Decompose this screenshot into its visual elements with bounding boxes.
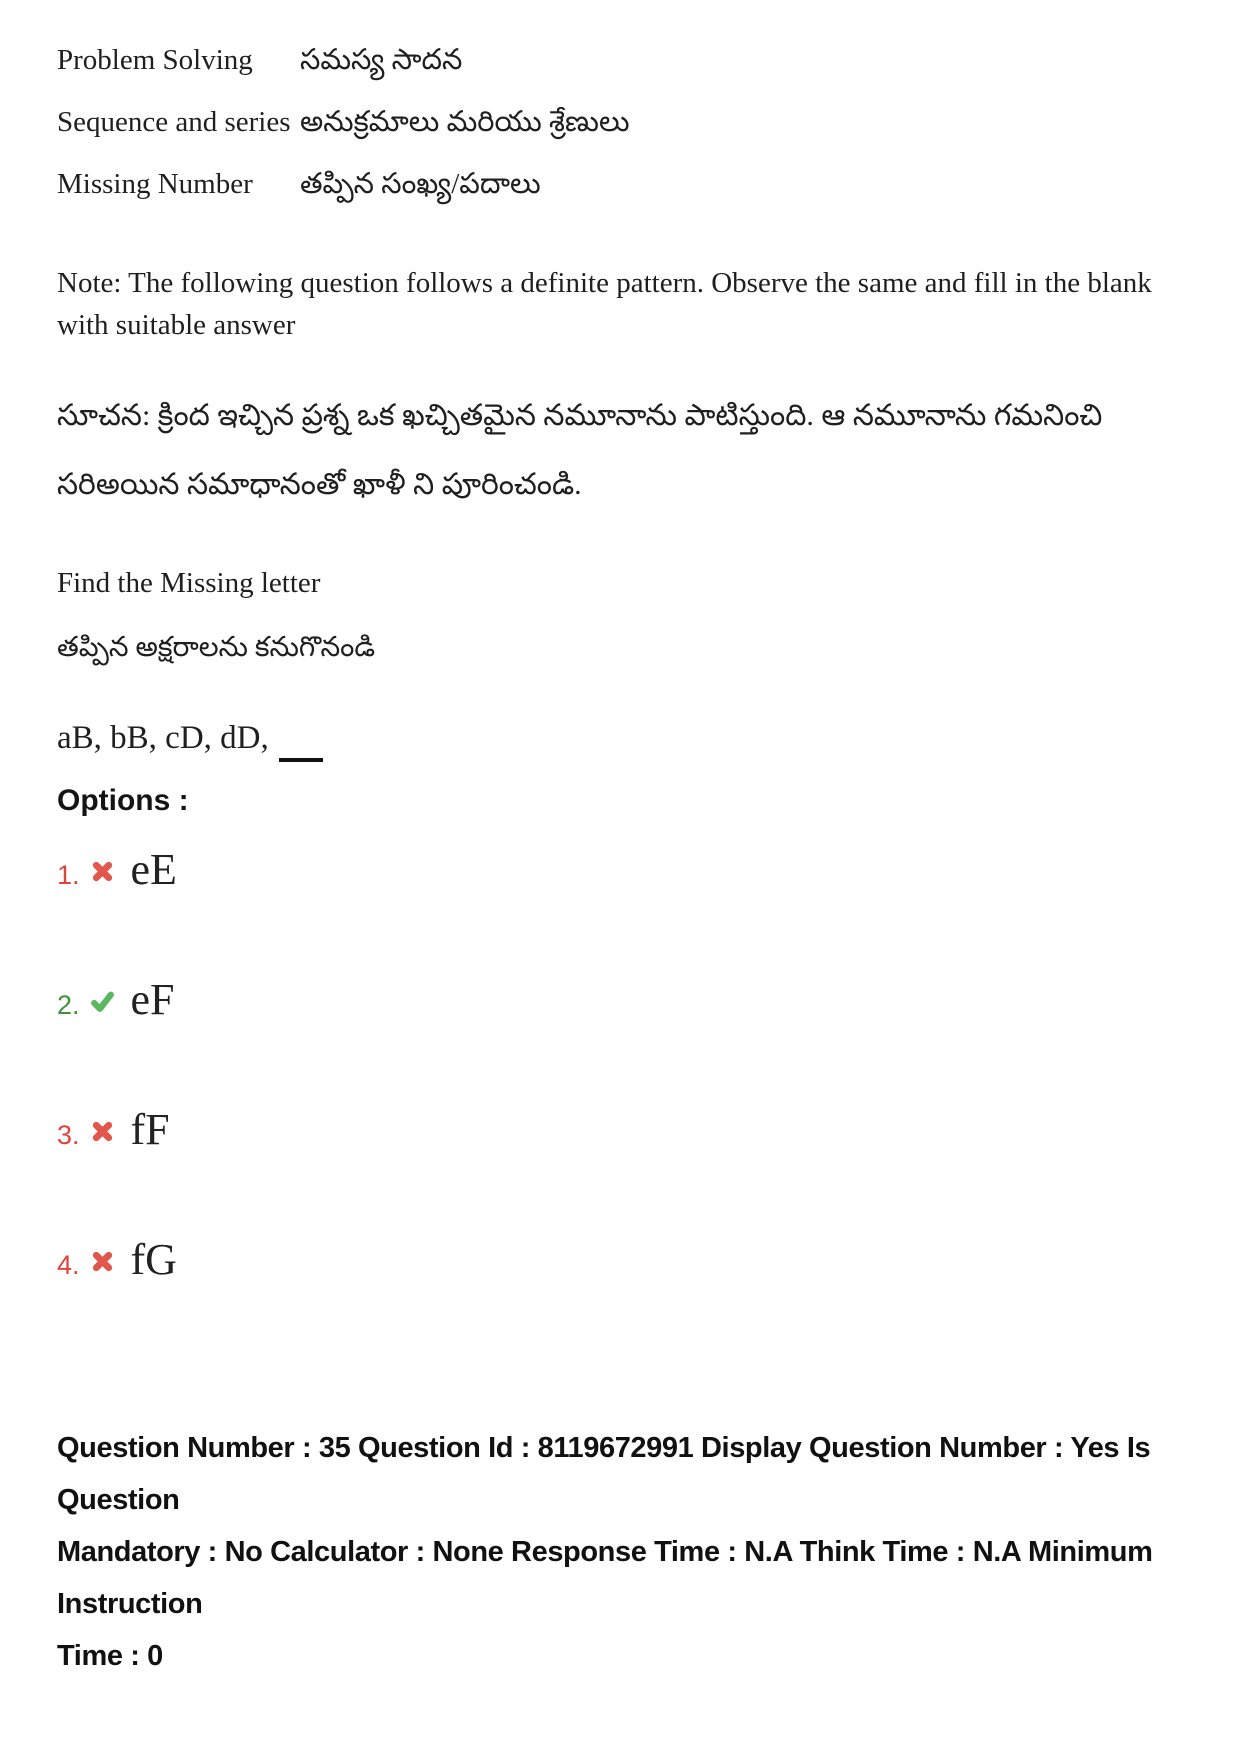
metadata-line: Time : 0: [57, 1640, 163, 1672]
option-number: 3.: [57, 1120, 80, 1150]
question-prompt-en: Find the Missing letter: [57, 567, 321, 599]
option-number: 2.: [57, 990, 80, 1020]
wrong-icon: [90, 859, 115, 884]
topic-label-en: Sequence and series: [57, 106, 291, 138]
option-row-4: [57, 1235, 1183, 1284]
question-sequence: [57, 718, 1183, 762]
option-number: 4.: [57, 1250, 80, 1280]
option-label: fF: [130, 1105, 170, 1154]
answer-blank: [279, 718, 323, 762]
topic-label-te: సమస్య సాదన: [300, 44, 463, 76]
wrong-icon: [90, 1249, 115, 1274]
options-heading: Options :: [57, 784, 189, 817]
topic-label-te: తప్పిన సంఖ్య/పదాలు: [300, 168, 541, 200]
topic-table: [57, 42, 1183, 202]
topic-label-en: Problem Solving: [57, 44, 253, 76]
metadata-line: Question Number : 35 Question Id : 8119672991 Display Question Number : Yes Is Question: [57, 1432, 1151, 1516]
instruction-telugu-line1: సూచన: క్రింద ఇచ్చిన ప్రశ్న ఒక ఖచ్చితమైన నమూనాను పాటిస్తుంది. ఆ నమూనాను గమనించి: [57, 399, 1103, 432]
correct-icon: [90, 989, 115, 1014]
topic-label-en: Missing Number: [57, 168, 253, 200]
option-row-1: [57, 845, 1183, 894]
option-row-3: [57, 1105, 1183, 1154]
sequence-text: aB, bB, cD, dD,: [57, 720, 269, 756]
wrong-icon: [90, 1119, 115, 1144]
metadata-line: Mandatory : No Calculator : None Response Time : N.A Think Time : N.A Minimum Instruction: [57, 1536, 1153, 1620]
instruction-telugu-line2: సరిఅయిన సమాధానంతో ఖాళీ ని పూరించండి.: [57, 468, 582, 501]
note-text: Note: The following question follows a definite pattern. Observe the same and fill in the blank with suitable answer: [57, 267, 1152, 341]
option-number: 1.: [57, 860, 80, 890]
option-label: eE: [130, 845, 177, 894]
question-prompt-te: తప్పిన అక్షరాలను కనుగొనండి: [57, 632, 376, 663]
topic-label-te: అనుక్రమాలు మరియు శ్రేణులు: [300, 106, 630, 138]
option-label: eF: [130, 975, 175, 1024]
option-label: fG: [130, 1235, 177, 1284]
option-row-2: [57, 975, 1183, 1024]
question-metadata: [57, 1422, 1183, 1682]
